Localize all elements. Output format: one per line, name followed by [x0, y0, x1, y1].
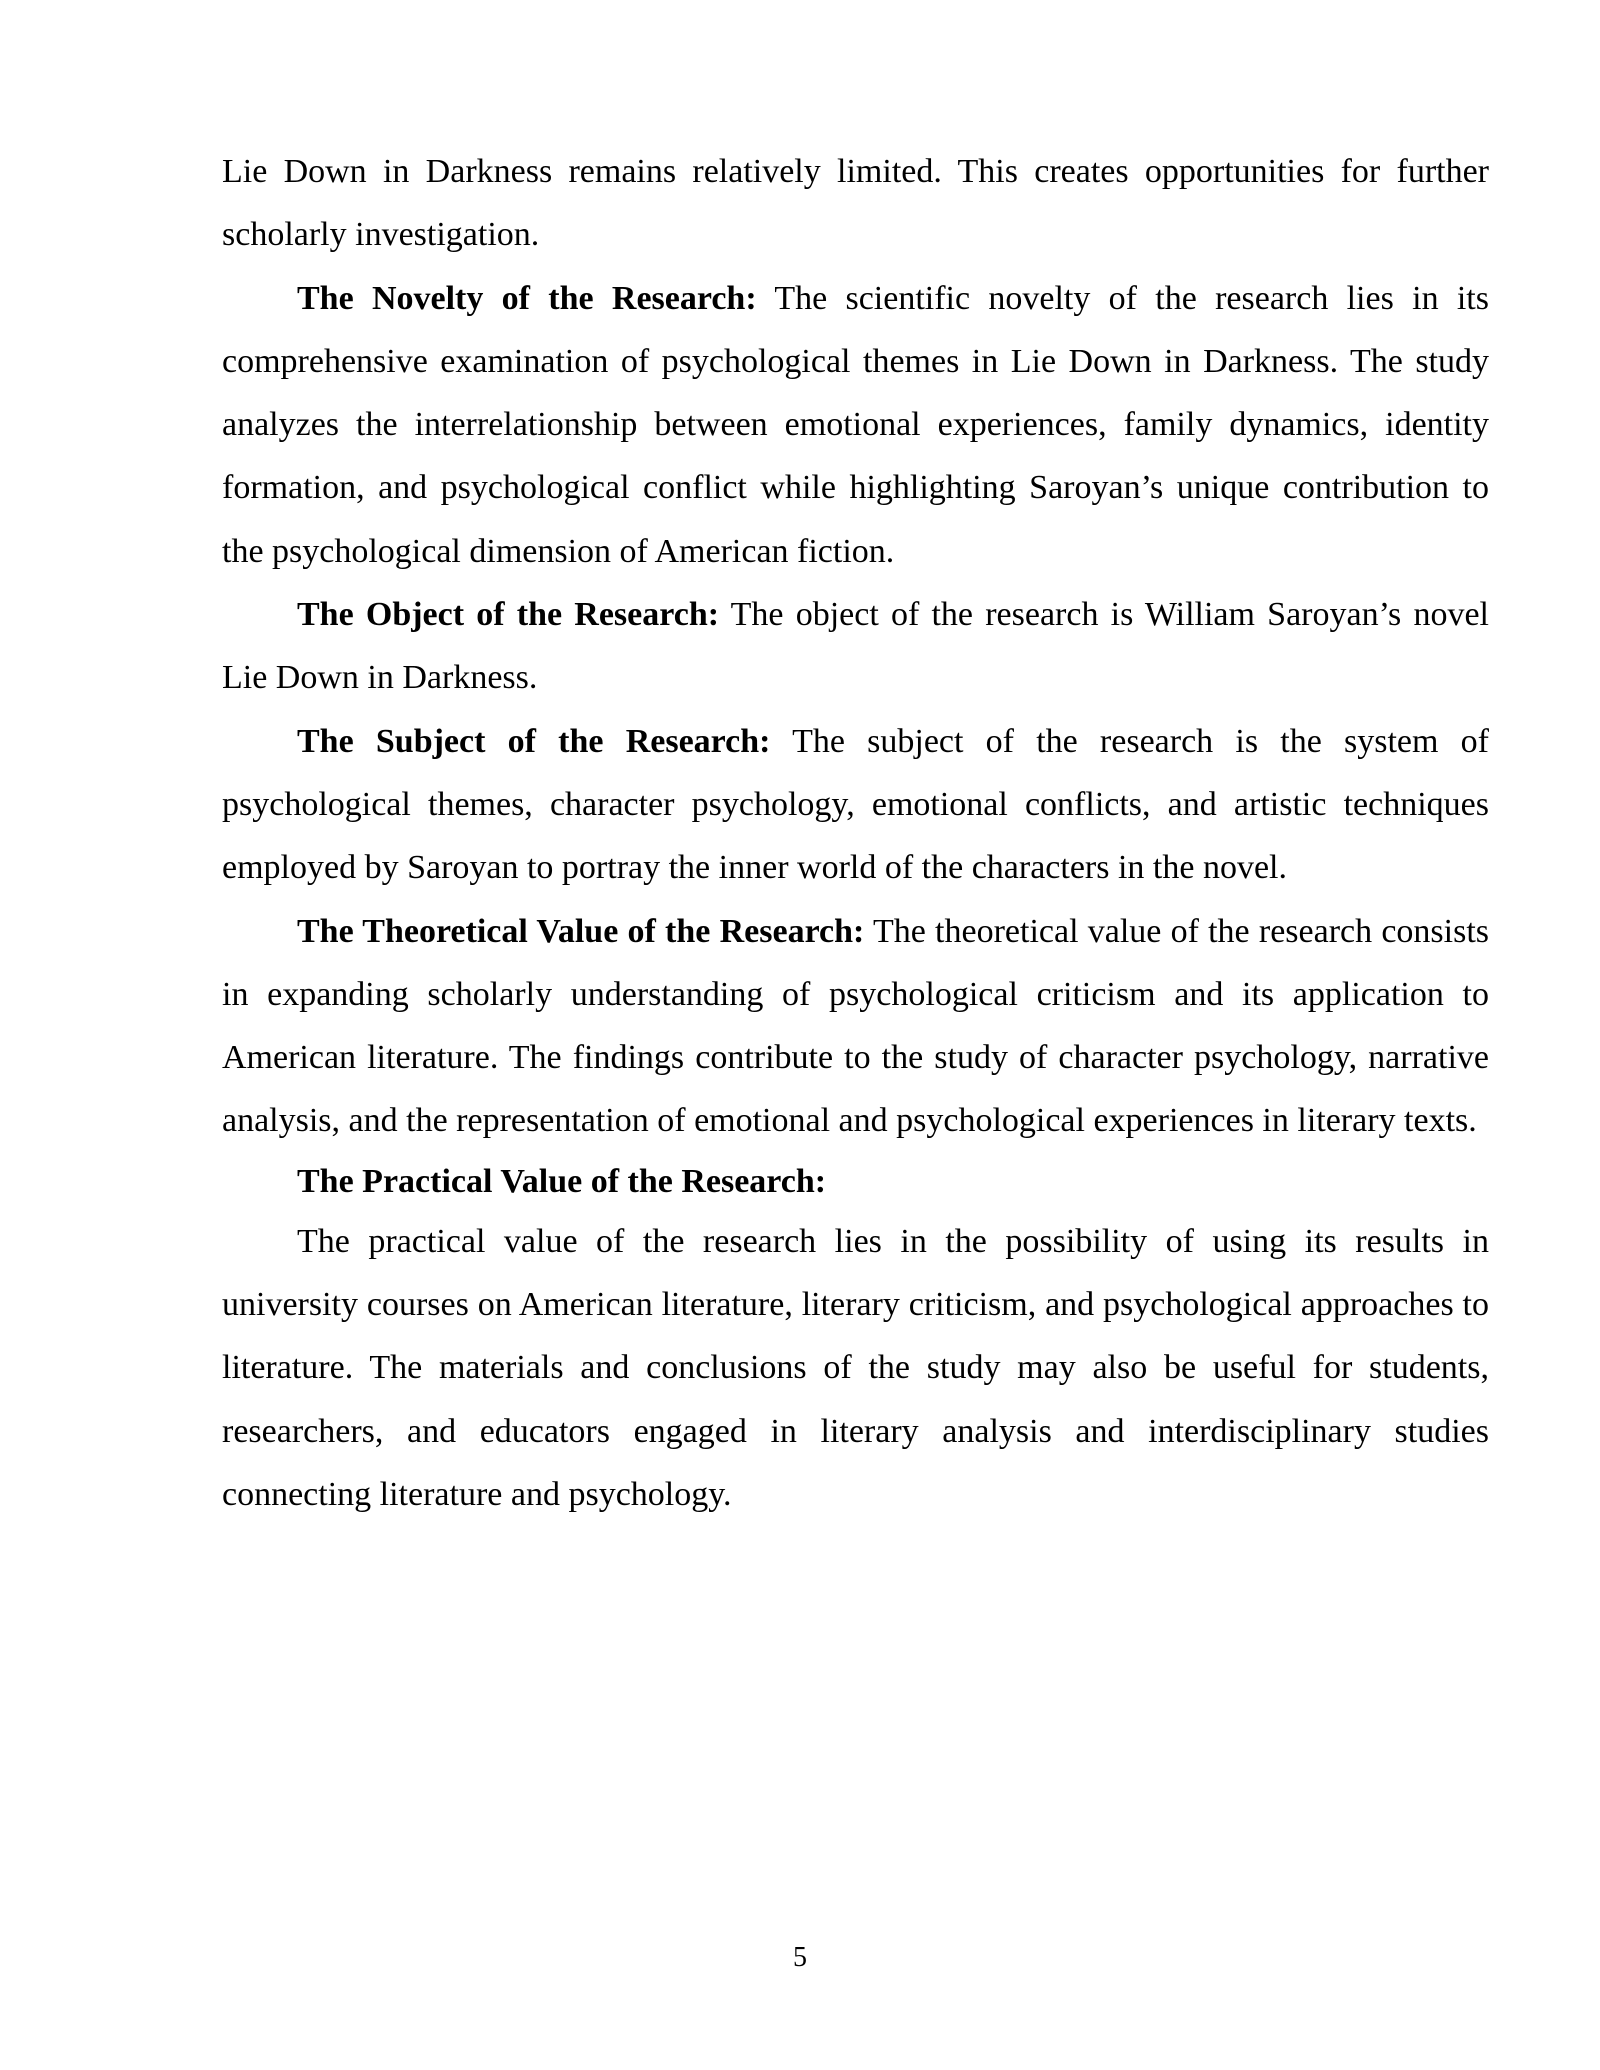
paragraph-text: The practical value of the research lies in the possibility of using its results in university courses on American literature, literary criticism, and psychological approaches to literature. The materials and conclusions of the study may also be useful for students, researchers, and educators engaged in literary analysis and interdisciplinary studies connecting literature and psychology. [222, 1222, 1489, 1513]
paragraph-theoretical [222, 900, 1489, 1153]
paragraph-heading: The Object of the Research: [297, 596, 720, 634]
paragraph-text: Lie Down in Darkness remains relatively limited. This creates opportunities for further scholarly investigation. [222, 153, 1489, 254]
paragraph-subject [222, 710, 1489, 900]
page-number: 5 [793, 1942, 807, 1973]
paragraph-text: The theoretical value of the research consists in expanding scholarly understanding of psychological criticism and its application to American literature. The findings contribute to the study of character psychology, narrative analysis, and the representation of emotional and psychological experiences in literary texts. [222, 912, 1489, 1140]
paragraph-text: The scientific novelty of the research lies in its comprehensive examination of psychological themes in Lie Down in Darkness. The study analyzes the interrelationship between emotional experiences, family dynamics, identity formation, and psychological conflict while highlighting Saroyan’s unique contribution to the psychological dimension of American fiction. [222, 279, 1489, 570]
paragraph-heading: The Novelty of the Research: [297, 279, 757, 317]
paragraph-novelty [222, 267, 1489, 583]
paragraph-heading: The Theoretical Value of the Research: [297, 912, 865, 950]
page-body [222, 140, 1489, 1526]
paragraph-text: The subject of the research is the system of psychological themes, character psychology, emotional conflicts, and artistic techniques employed by Saroyan to portray the inner world of the characters in the novel. [222, 722, 1489, 887]
paragraph-text: The object of the research is William Saroyan’s novel Lie Down in Darkness. [222, 596, 1489, 697]
paragraph-heading: The Subject of the Research: [297, 722, 771, 760]
paragraph-practical [222, 1210, 1489, 1526]
paragraph-continuation [222, 140, 1489, 267]
paragraph-object [222, 583, 1489, 710]
paragraph-practical-heading: The Practical Value of the Research: [297, 1162, 827, 1200]
